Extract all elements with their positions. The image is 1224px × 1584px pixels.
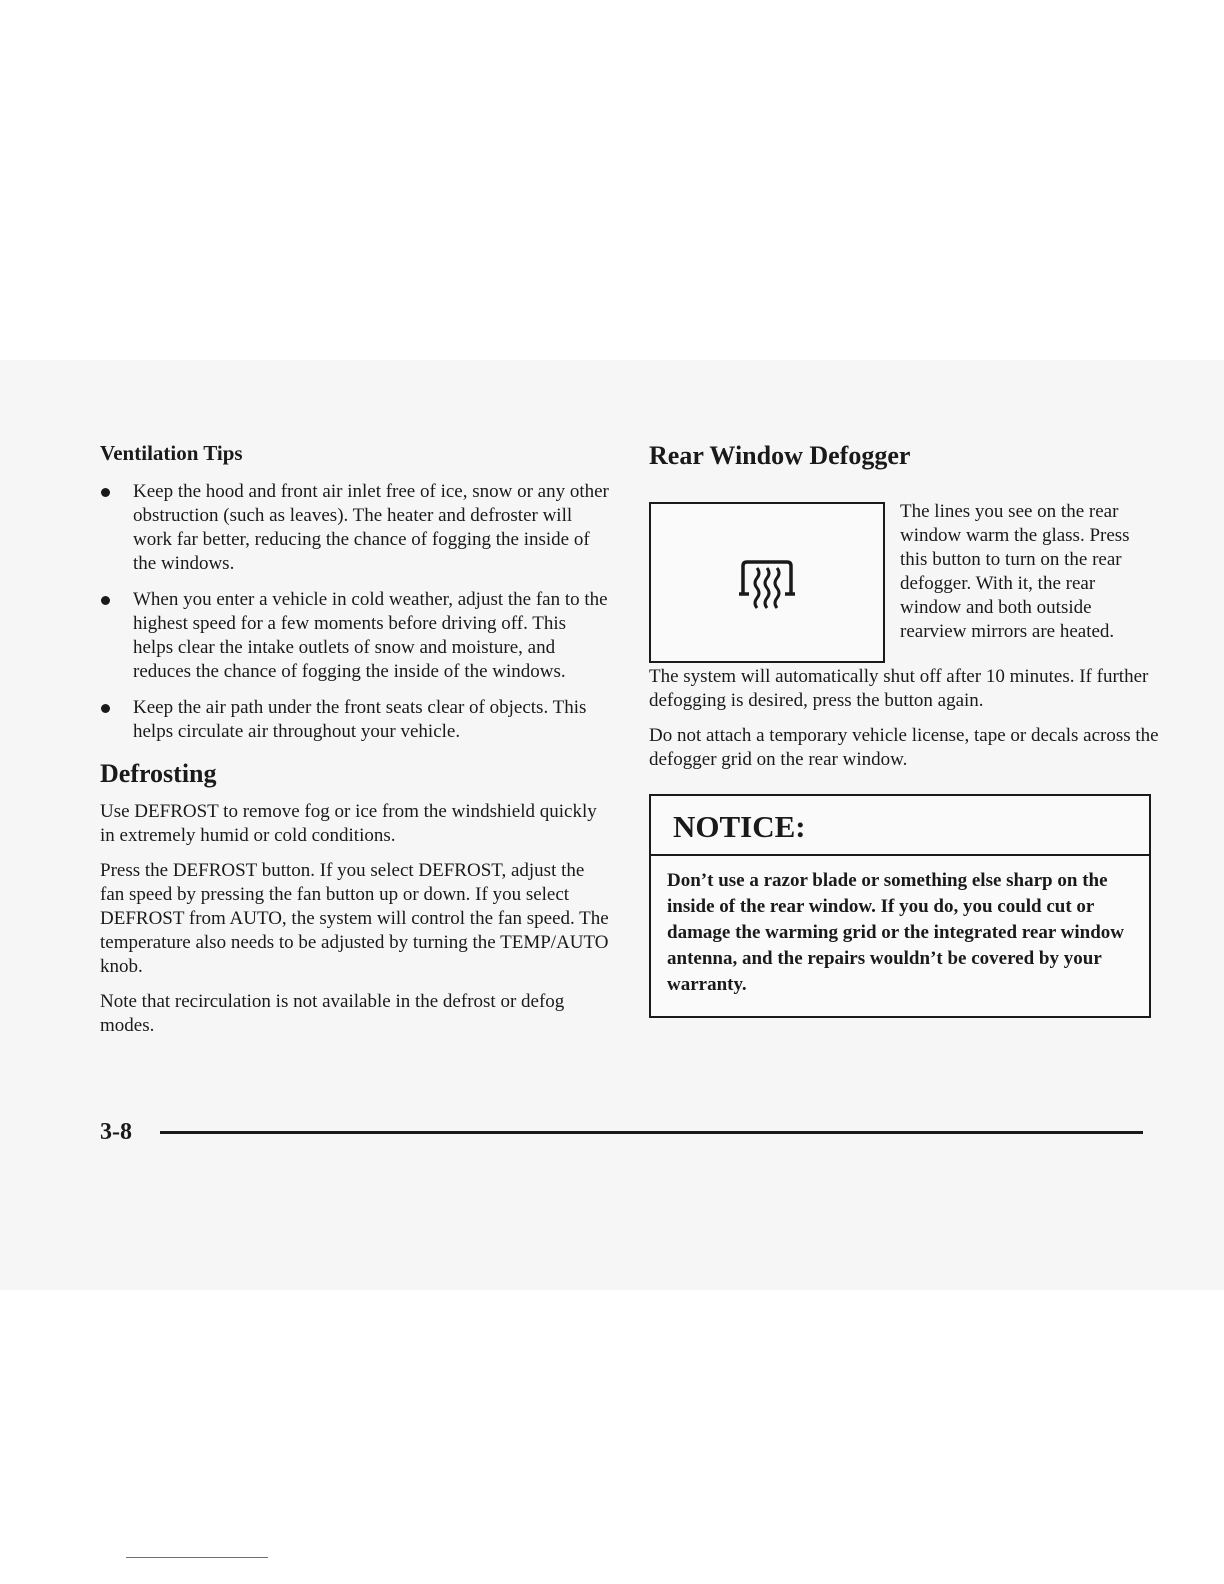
- page-number: 3-8: [100, 1119, 132, 1145]
- defogger-paragraph: The system will automatically shut off after 10 minutes. If further defogging is desired, press the button again.: [649, 666, 1149, 711]
- footer-rule: [160, 1131, 1143, 1134]
- list-item: [100, 588, 610, 684]
- bullet-icon: [101, 488, 110, 497]
- notice-box: [649, 794, 1151, 1018]
- right-column: [649, 440, 1159, 1018]
- defogger-caption: The lines you see on the rear window warm the glass. Press this button to turn on the rear defogger. With it, the rear window and both outside rearview mirrors are heated.: [900, 501, 1130, 642]
- defogger-illustration-row: [649, 490, 1159, 665]
- list-item: [100, 480, 610, 576]
- left-column: [100, 440, 610, 1049]
- page-footer: [100, 1117, 1145, 1147]
- defrosting-paragraph: Press the DEFROST button. If you select DEFROST, adjust the fan speed by pressing the fan button up or down. If you select DEFROST from AUTO, the system will control the fan speed. The temperature also needs to be adjusted by turning the TEMP/AUTO knob.: [100, 860, 609, 977]
- notice-body: Don’t use a razor blade or something else sharp on the inside of the rear window. If you do, you could cut or damage the warming grid or the integrated rear window antenna, and the repairs wouldn’t be covered by your warranty.: [667, 870, 1125, 995]
- rear-window-defogger-heading: Rear Window Defogger: [649, 441, 911, 470]
- bullet-icon: [101, 596, 110, 605]
- list-item-text: Keep the air path under the front seats clear of objects. This helps circulate air throughout your vehicle.: [133, 697, 587, 742]
- list-item: [100, 696, 610, 744]
- defrosting-paragraph: Use DEFROST to remove fog or ice from the windshield quickly in extremely humid or cold conditions.: [100, 801, 597, 846]
- defogger-paragraph: Do not attach a temporary vehicle license, tape or decals across the defogger grid on the rear window.: [649, 725, 1159, 770]
- defogger-illustration-frame: [649, 502, 885, 663]
- bullet-icon: [101, 704, 110, 713]
- defrosting-heading: Defrosting: [100, 759, 217, 788]
- rear-defogger-icon: [735, 558, 799, 610]
- ventilation-tips-list: [100, 480, 610, 744]
- ventilation-tips-heading: Ventilation Tips: [100, 441, 243, 465]
- defrosting-paragraph: Note that recirculation is not available in the defrost or defog modes.: [100, 991, 565, 1036]
- list-item-text: When you enter a vehicle in cold weather, adjust the fan to the highest speed for a few moments before driving off. This helps clear the intake outlets of snow and moisture, and reduces the chance of fogging the inside of the windows.: [133, 589, 608, 682]
- notice-title: NOTICE:: [651, 796, 1149, 856]
- list-item-text: Keep the hood and front air inlet free of ice, snow or any other obstruction (such as leaves). The heater and defroster will work far better, reducing the chance of fogging the inside of the windows.: [133, 481, 609, 574]
- bottom-underline: [126, 1557, 268, 1558]
